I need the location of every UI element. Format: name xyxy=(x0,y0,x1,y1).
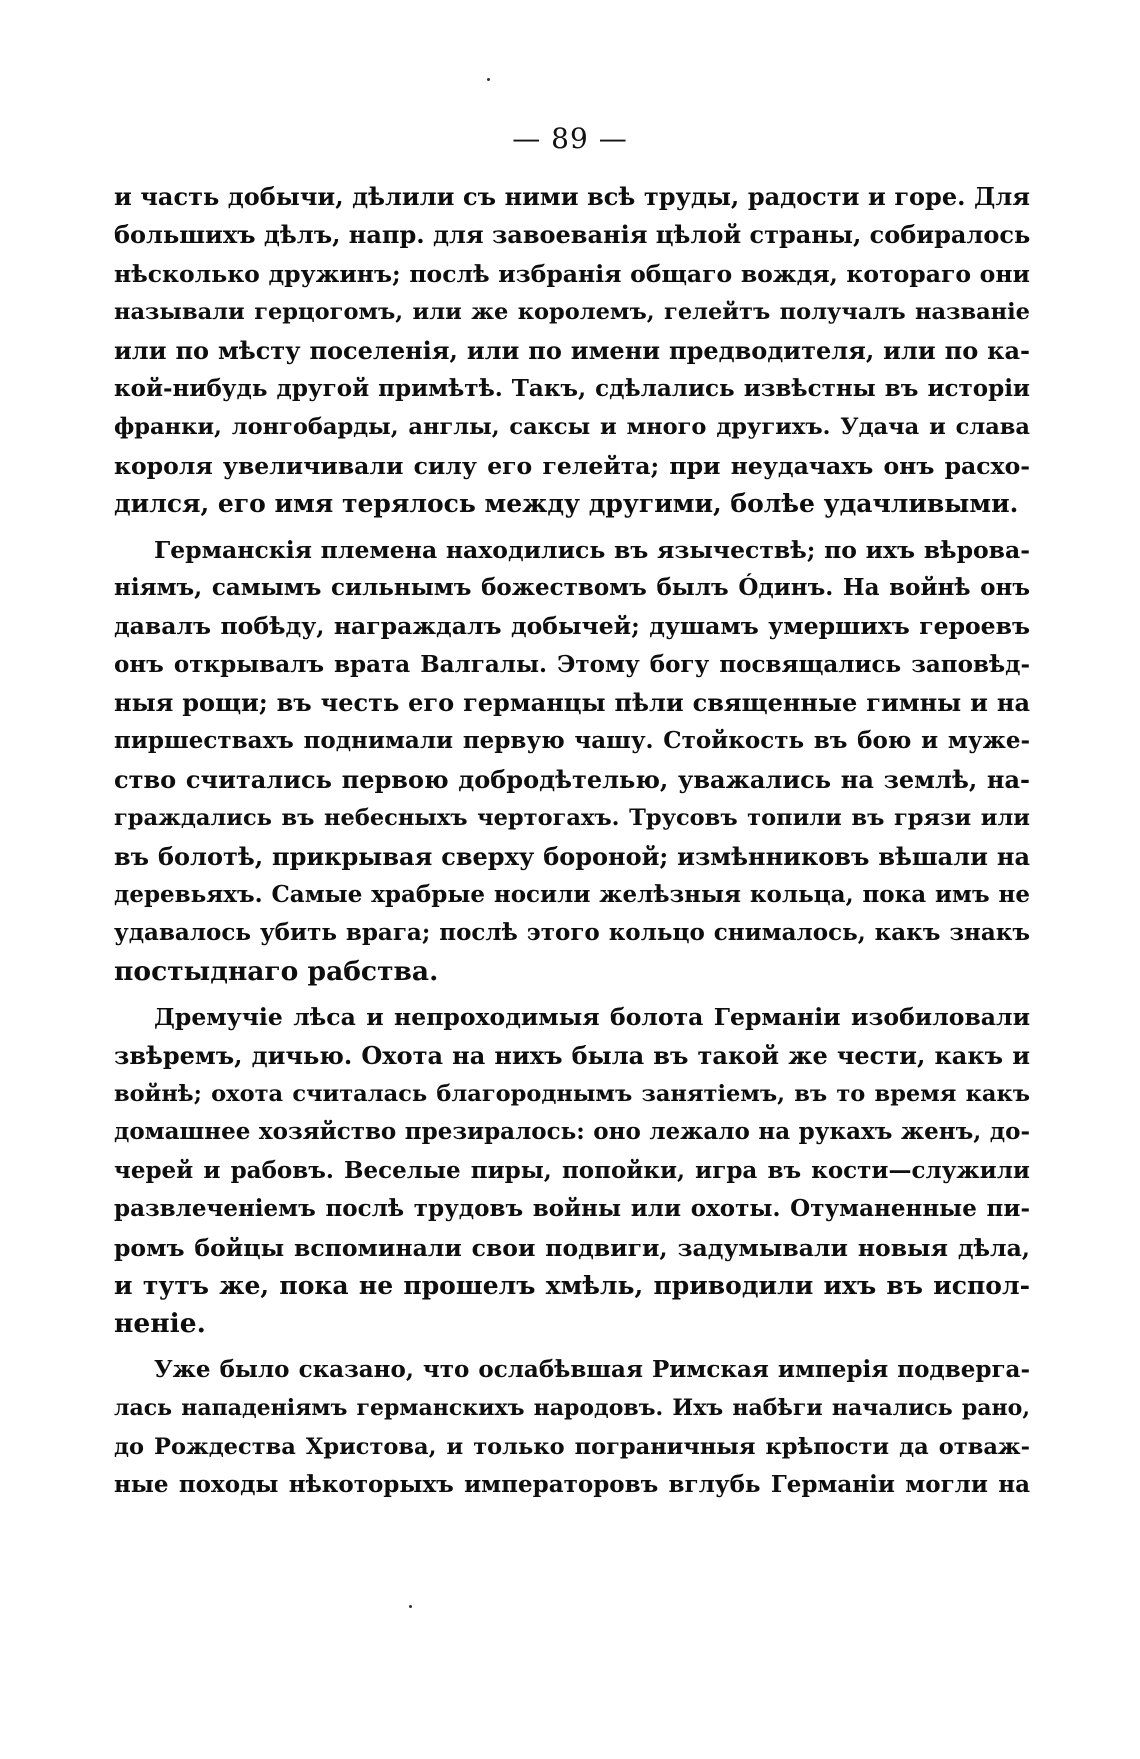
text-line: ніямъ, самымъ сильнымъ божествомъ былъ Óдинъ. На войнѣ онъ xyxy=(114,573,1030,601)
body-text xyxy=(114,178,1030,1504)
text-line: называли герцогомъ, или же королемъ, гелейтъ получалъ названіе xyxy=(114,299,1030,326)
text-line: удавалось убить врага; послѣ этого кольцо снималось, какъ знакъ xyxy=(114,919,1030,947)
text-line: неніе. xyxy=(114,1308,206,1340)
paragraph-2 xyxy=(114,531,1030,992)
text-line: деревьяхъ. Самые храбрые носили желѣзныя кольца, пока имъ не xyxy=(114,881,1030,909)
text-line: пиршествахъ поднимали первую чашу. Стойкость въ бою и муже- xyxy=(114,727,1030,755)
text-line: и тутъ же, пока не прошелъ хмѣль, приводили ихъ въ испол- xyxy=(114,1270,1030,1300)
scan-speck xyxy=(409,1605,412,1608)
text-line: давалъ побѣду, награждалъ добычей; душамъ умершихъ героевъ xyxy=(114,612,1030,641)
text-line: Уже было сказано, что ослабѣвшая Римская имперія подверга- xyxy=(154,1355,1030,1383)
text-line: большихъ дѣлъ, напр. для завоеванія цѣлой страны, собиралось xyxy=(114,220,1030,250)
text-line: ные походы нѣкоторыхъ императоровъ вглубь Германіи могли на xyxy=(114,1470,1030,1498)
text-line: и часть добычи, дѣлили съ ними всѣ труды, радости и горе. Для xyxy=(114,182,1030,211)
scan-speck xyxy=(487,78,490,81)
text-line: франки, лонгобарды, англы, саксы и много другихъ. Удача и слава xyxy=(114,414,1030,441)
text-line: дился, его имя терялось между другими, болѣе удачливыми. xyxy=(114,489,1019,519)
text-line: въ болотѣ, прикрывая сверху бороной; измѣнниковъ вѣшали на xyxy=(114,841,1030,871)
text-line: Дремучіе лѣса и непроходимыя болота Германіи изобиловали xyxy=(154,1003,1030,1032)
text-line: лась нападеніямъ германскихъ народовъ. Ихъ набѣги начались рано, xyxy=(114,1395,1030,1422)
text-line: граждались въ небесныхъ чертогахъ. Трусовъ топили въ грязи или xyxy=(114,805,1030,832)
text-line: ромъ бойцы вспоминали свои подвиги, задумывали новыя дѣла, xyxy=(114,1233,1030,1262)
text-line: Германскія племена находились въ язычествѣ; по ихъ вѣрова- xyxy=(154,535,1030,564)
paragraph-4 xyxy=(114,1351,1030,1505)
paragraph-3 xyxy=(114,998,1030,1344)
text-line: развлеченіемъ послѣ трудовъ войны или охоты. Отуманенные пи- xyxy=(114,1195,1030,1223)
text-line: войнѣ; охота считалась благороднымъ занятіемъ, въ то время какъ xyxy=(114,1080,1030,1107)
text-line: или по мѣсту поселенія, или по имени предводителя, или по ка- xyxy=(114,335,1030,365)
text-line: звѣремъ, дичью. Охота на нихъ была въ такой же чести, какъ и xyxy=(114,1040,1030,1070)
text-line: ныя рощи; въ честь его германцы пѣли священные гимны и на xyxy=(114,688,1030,718)
text-line: домашнее хозяйство презиралось: оно лежало на рукахъ женъ, до- xyxy=(114,1118,1030,1146)
text-line: постыднаго рабства. xyxy=(114,955,439,987)
text-line: ство считались первою добродѣтелью, уважались на землѣ, на- xyxy=(114,764,1030,794)
text-line: черей и рабовъ. Веселые пиры, попойки, игра въ кости—служили xyxy=(114,1156,1030,1184)
text-line: до Рождества Христова, и только пограничныя крѣпости да отваж- xyxy=(114,1433,1030,1460)
text-line: нѣсколько дружинъ; послѣ избранія общаго вождя, котораго они xyxy=(114,259,1030,288)
text-line: онъ открывалъ врата Валгалы. Этому богу посвящались заповѣд- xyxy=(114,650,1030,678)
paragraph-1 xyxy=(114,178,1030,524)
text-line: короля увеличивали силу его гелейта; при неудачахъ онъ расхо- xyxy=(114,451,1030,480)
text-line: кой-нибудь другой примѣтѣ. Такъ, сдѣлались извѣстны въ исторіи xyxy=(114,374,1030,402)
page-number: — 89 — xyxy=(512,122,628,155)
